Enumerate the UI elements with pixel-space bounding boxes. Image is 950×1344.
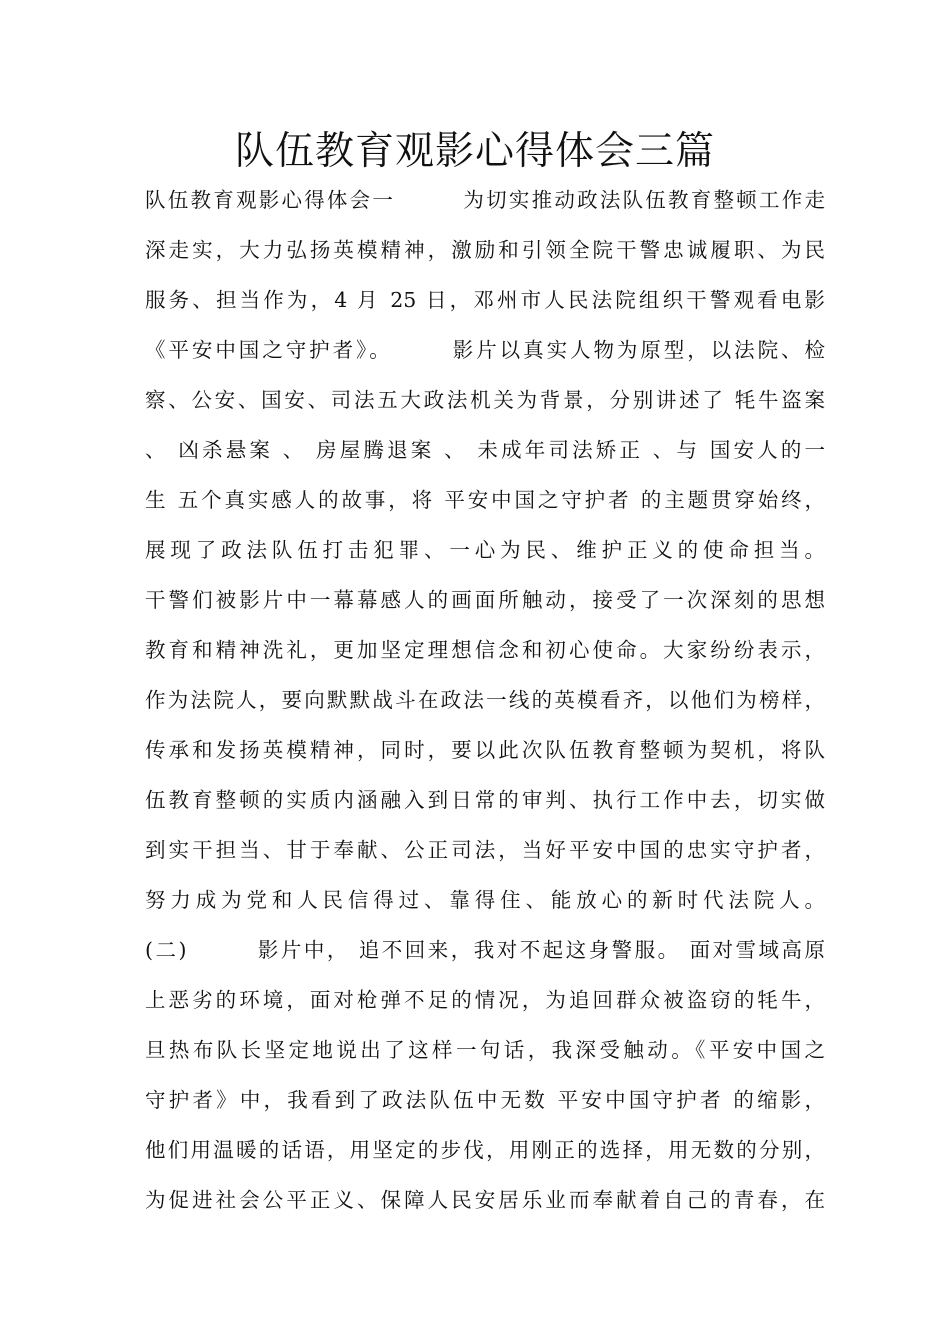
body-line: 察、公安、国安、司法五大政法机关为背景，分别讲述了 牦牛盗案 [145,388,825,412]
body-line: 守护者》中，我看到了政法队伍中无数 平安中国守护者 的缩影， [145,1088,825,1112]
body-line: 到实干担当、甘于奉献、公正司法，当好平安中国的忠实守护者， [145,838,825,862]
body-line: 展现了政法队伍打击犯罪、一心为民、维护正义的使命担当。 [145,538,825,562]
body-line: 、 凶杀悬案 、 房屋腾退案 、 未成年司法矫正 、与 国安人的一 [145,438,825,462]
body-line: 努力成为党和人民信得过、靠得住、能放心的新时代法院人。 [145,888,825,912]
document-body [145,182,825,1232]
body-line: 伍教育整顿的实质内涵融入到日常的审判、执行工作中去，切实做 [145,788,825,812]
body-line: 《平安中国之守护者》。 影片以真实人物为原型，以法院、检 [145,338,825,362]
body-line: 服务、担当作为，4 月 25 日，邓州市人民法院组织干警观看电影 [145,288,825,312]
body-line: 深走实，大力弘扬英模精神，激励和引领全院干警忠诚履职、为民 [145,238,825,262]
body-line: 干警们被影片中一幕幕感人的画面所触动，接受了一次深刻的思想 [145,588,825,612]
document-title: 队伍教育观影心得体会三篇 [234,129,715,174]
body-line: 旦热布队长坚定地说出了这样一句话，我深受触动。《平安中国之 [145,1038,825,1062]
body-line: 上恶劣的环境，面对枪弹不足的情况，为追回群众被盗窃的牦牛， [145,988,825,1012]
body-line: 教育和精神洗礼，更加坚定理想信念和初心使命。大家纷纷表示， [145,638,825,662]
body-line: 队伍教育观影心得体会一 为切实推动政法队伍教育整顿工作走 [145,188,825,212]
body-line: 生 五个真实感人的故事，将 平安中国之守护者 的主题贯穿始终， [145,488,825,512]
body-line: 为促进社会公平正义、保障人民安居乐业而奉献着自己的青春，在 [145,1188,825,1212]
body-line: 他们用温暖的话语，用坚定的步伐，用刚正的选择，用无数的分别， [145,1138,825,1162]
body-line: 作为法院人，要向默默战斗在政法一线的英模看齐，以他们为榜样， [145,688,825,712]
body-line: 传承和发扬英模精神，同时，要以此次队伍教育整顿为契机，将队 [145,738,825,762]
body-line: (二) 影片中， 追不回来，我对不起这身警服。 面对雪域高原 [145,938,825,962]
